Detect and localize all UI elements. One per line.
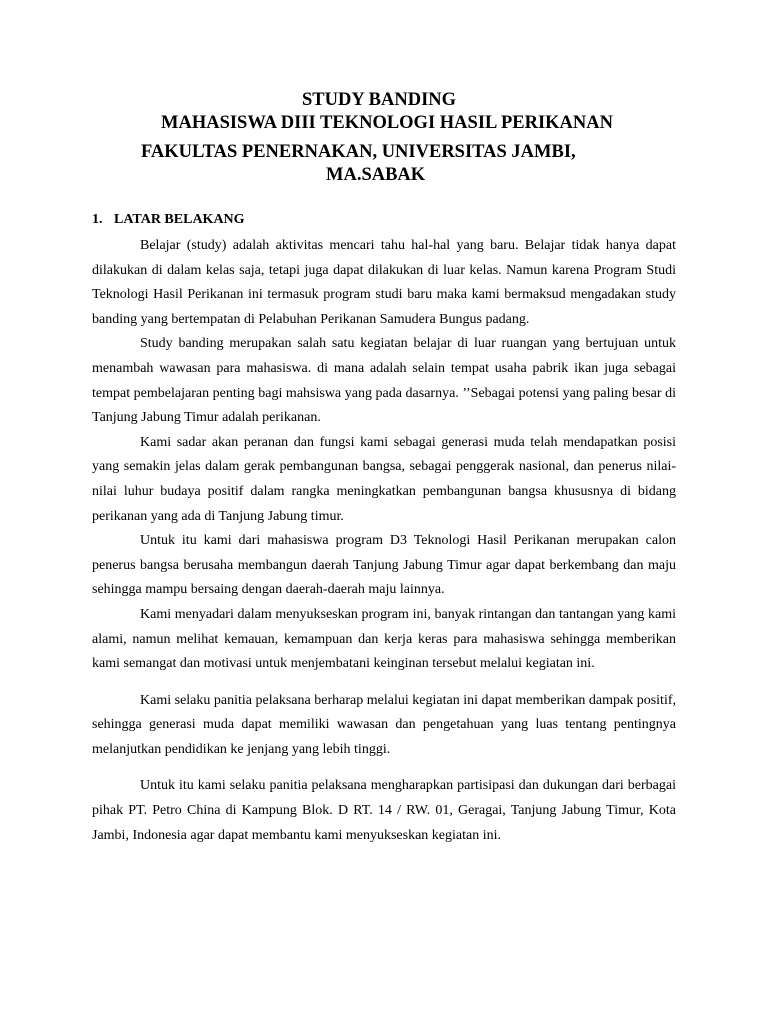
paragraph-7: Untuk itu kami selaku panitia pelaksana mengharapkan partisipasi dan dukungan dari berbagai pihak PT. Petro China di Kampung Blok. D RT. 14 / RW. 01, Geragai, Tanjung Jabung Timur, Kota Jambi, Indonesia agar dapat membantu kami menyukseskan kegiatan ini. — [92, 778, 676, 843]
section-heading — [92, 211, 245, 229]
paragraph-6: Kami selaku panitia pelaksana berharap melalui kegiatan ini dapat memberikan dampak positif, sehingga generasi muda dapat memiliki wawasan dan pengetahuan yang luas tentang pentingnya melanjutkan pendidikan ke jenjang yang lebih tinggi. — [92, 692, 676, 757]
title-line-4: MA.SABAK — [326, 165, 426, 185]
section-number: 1. — [92, 212, 103, 227]
body-text — [92, 234, 676, 848]
title-line-1: STUDY BANDING — [302, 90, 457, 110]
paragraph-5: Kami menyadari dalam menyukseskan program ini, banyak rintangan dan tantangan yang kami alami, namun melihat kemauan, kemampuan dan kerja keras para mahasiswa sehingga memberikan kami semangat dan motivasi untuk menjembatani keinginan tersebut melalui kegiatan ini. — [92, 606, 676, 672]
section-heading-text: LATAR BELAKANG — [114, 212, 245, 227]
paragraph-4: Untuk itu kami dari mahasiswa program D3 Teknologi Hasil Perikanan merupakan calon penerus bangsa berusaha membangun daerah Tanjung Jabung Timur agar dapat berkembang dan maju sehingga mampu bersaing dengan daerah-daerah maju lainnya. — [92, 533, 676, 598]
paragraph-1: Belajar (study) adalah aktivitas mencari tahu hal-hal yang baru. Belajar tidak hanya dapat dilakukan di dalam kelas saja, tetapi juga dapat dilakukan di luar kelas. Namun karena Program Studi Teknologi Hasil Perikanan ini termasuk program studi baru maka kami bermaksud mengadakan study banding yang bertempatan di Pelabuhan Perikanan Samudera Bungus padang. — [92, 238, 676, 327]
paragraph-2: Study banding merupakan salah satu kegiatan belajar di luar ruangan yang bertujuan untuk menambah wawasan para mahasiswa. di mana adalah selain tempat usaha pabrik ikan juga sebagai tempat pembelajaran penting bagi mahsiswa yang pada dasarnya. ’’Sebagai potensi yang paling besar di Tanjung Jabung Timur adalah perikanan. — [92, 336, 676, 426]
paragraph-3: Kami sadar akan peranan dan fungsi kami sebagai generasi muda telah mendapatkan posisi yang semakin jelas dalam gerak pembangunan bangsa, sebagai penggerak nasional, dan penerus nilai-nilai luhur budaya positif dalam rangka meningkatkan pembangunan bangsa khususnya di bidang perikanan yang ada di Tanjung Jabung timur. — [92, 434, 676, 524]
title-line-2: MAHASISWA DIII TEKNOLOGI HASIL PERIKANAN — [161, 113, 613, 133]
title-line-3: FAKULTAS PENERNAKAN, UNIVERSITAS JAMBI, — [141, 142, 576, 162]
